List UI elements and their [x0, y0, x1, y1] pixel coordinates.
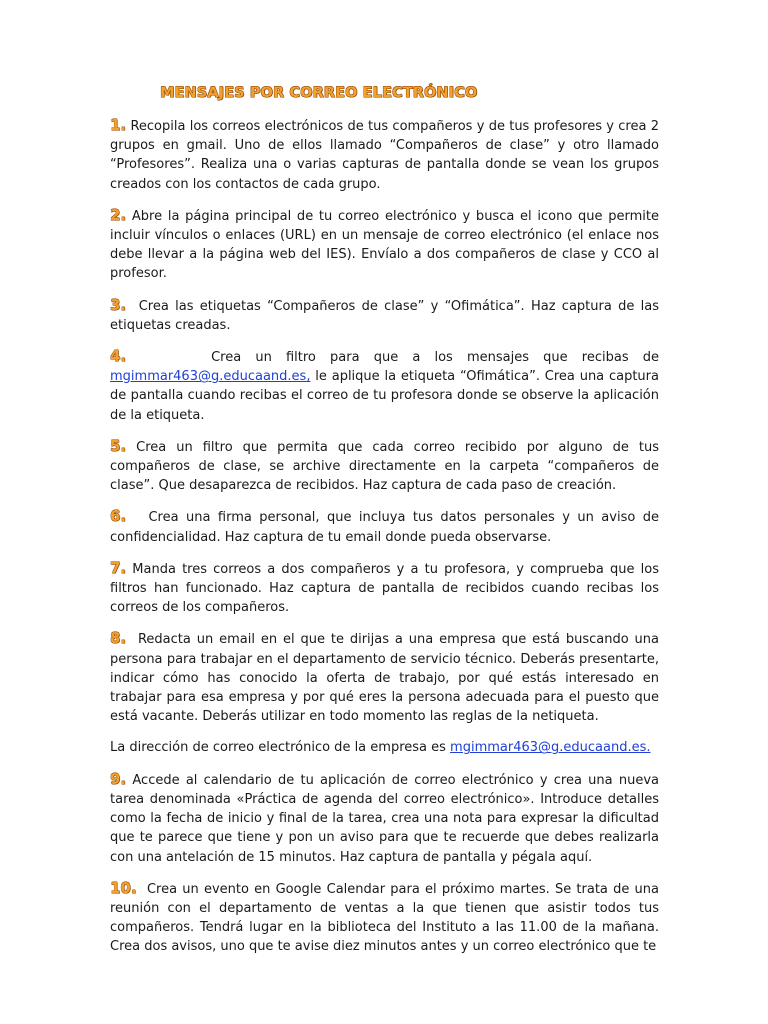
item-text: Crea las etiquetas “Compañeros de clase” y “Ofimática”. Haz captura de las etiquetas creadas. — [110, 298, 660, 333]
item-text-after: le aplique la etiqueta “Ofimática”. Crea una captura de pantalla cuando recibas el correo de tu profesora donde se observe la aplicación de la etiqueta. — [110, 369, 659, 423]
item-text: Crea una firma personal, que incluya tus datos personales y un aviso de confidencialidad. Haz captura de tu email donde pueda observarse. — [110, 510, 659, 545]
list-item-10 — [110, 879, 659, 957]
document-body — [110, 116, 659, 969]
item-text: Crea un evento en Google Calendar para el próximo martes. Se trata de una reunión con el departamento de ventas a la que tienen que asistir todos tus compañeros. Tendrá lugar en la biblioteca del Instituto a las 11.00 de la mañana. Crea dos avisos, uno que te avise diez minutos antes y un correo electrónico que te — [110, 881, 659, 955]
page-title: MENSAJES POR CORREO ELECTRÓNICO — [160, 85, 478, 101]
item-text: Crea un filtro que permita que cada correo recibido por alguno de tus compañeros de clase, se archive directamente en la carpeta “compañeros de clase”. Que desaparezca de recibidos. Haz captura de cada paso de creación. — [110, 439, 659, 494]
item-number: 6. — [110, 507, 127, 526]
item-text: Redacta un email en el que te dirijas a una empresa que está buscando una persona para trabajar en el departamento de servicio técnico. Deberás presentarte, indicar cómo has conocido la oferta de trabajo, por qué estás interesado en trabajar para esa empresa y por qué eres la persona adecuada para el puesto que está vacante. Deberás utilizar en todo momento las reglas de la netiqueta. — [110, 632, 660, 725]
email-note — [110, 738, 659, 757]
list-item-2 — [110, 206, 659, 284]
list-item-8 — [110, 629, 659, 726]
item-number: 5. — [110, 436, 127, 455]
list-item-3 — [110, 296, 659, 335]
list-item-5 — [110, 437, 659, 496]
list-item-9 — [110, 770, 659, 867]
item-number: 1. — [110, 116, 127, 134]
item-number: 3. — [110, 295, 127, 314]
item-text: Abre la página principal de tu correo electrónico y busca el icono que permite incluir vínculos o enlaces (URL) en un mensaje de correo electrónico (el enlace nos debe llevar a la página web del IES). Envíalo a dos compañeros de clase y CCO al profesor. — [110, 208, 659, 282]
item-text: Recopila los correos electrónicos de tus compañeros y de tus profesores y crea 2 grupos en gmail. Uno de ellos llamado “Compañeros de clase” y otro llamado “Profesores”. Realiza una o varias capturas de pantalla donde se vean los grupos creados con los contactos de cada grupo. — [110, 119, 659, 192]
item-number: 8. — [110, 629, 127, 648]
item-number: 10. — [110, 878, 137, 897]
item-number: 2. — [110, 205, 127, 224]
email-link[interactable]: mgimmar463@g.educaand.es, — [110, 369, 311, 385]
item-number: 7. — [110, 558, 127, 577]
list-item-4 — [110, 347, 659, 425]
email-note-text: La dirección de correo electrónico de la empresa es — [110, 740, 446, 756]
item-text: Manda tres correos a dos compañeros y a tu profesora, y comprueba que los filtros han funcionado. Haz captura de pantalla de recibidos cuando recibas los correos de los compañeros. — [110, 561, 659, 616]
item-number: 4. — [110, 347, 127, 366]
list-item-7 — [110, 559, 659, 618]
item-text-before: Crea un filtro para que a los mensajes que recibas de — [211, 350, 659, 366]
list-item-1 — [110, 116, 659, 194]
list-item-6 — [110, 507, 659, 546]
item-text: Accede al calendario de tu aplicación de correo electrónico y crea una nueva tarea denominada «Práctica de agenda del correo electrónico». Introduce detalles como la fecha de inicio y final de la tarea, crea una nota para expresar la dificultad que te parece que tiene y pon un aviso para que te recuerde que debes realizarla con una antelación de 15 minutos. Haz captura de pantalla y pégala aquí. — [110, 772, 659, 865]
company-email-link[interactable]: mgimmar463@g.educaand.es. — [450, 740, 651, 756]
item-number: 9. — [110, 769, 127, 788]
